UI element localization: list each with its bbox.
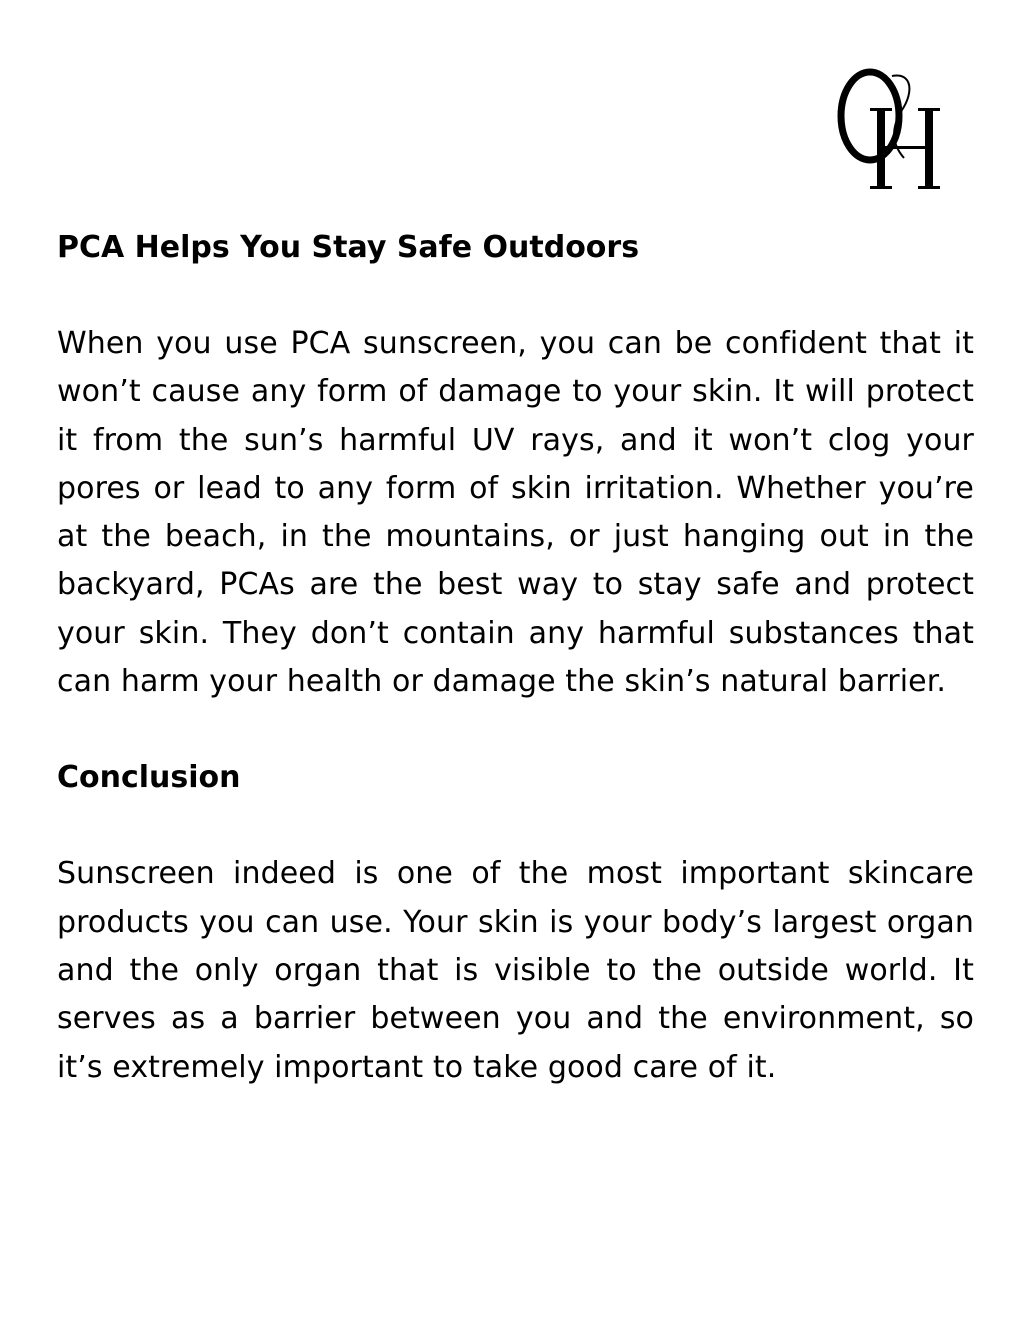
section-heading: Conclusion: [57, 760, 241, 796]
document-body: [57, 224, 974, 1092]
logo-h-left-stem: [877, 110, 885, 188]
logo-svg: [832, 62, 962, 194]
section-paragraph: When you use PCA sunscreen, you can be confident that it won’t cause any form of damage to your skin. It will protect it from the sun’s harmful UV rays, and it won’t clog your pores or lead to any form of skin irritation. Whether you’re at the beach, in the mountains, or just hanging out in the backyard, PCAs are the best way to stay safe and protect your skin. They don’t contain any harmful substances that can harm your health or damage the skin’s natural barrier.: [57, 326, 974, 700]
oh-monogram-logo: [832, 62, 962, 194]
logo-h-crossbar: [885, 146, 925, 149]
section-paragraph: Sunscreen indeed is one of the most important skincare products you can use. Your skin is your body’s largest organ and the only organ that is visible to the outside world. It serves as a barrier between you and the environment, so it’s extremely important to take good care of it.: [57, 856, 974, 1085]
logo-h-right-stem: [925, 110, 933, 188]
section-heading: PCA Helps You Stay Safe Outdoors: [57, 230, 640, 265]
